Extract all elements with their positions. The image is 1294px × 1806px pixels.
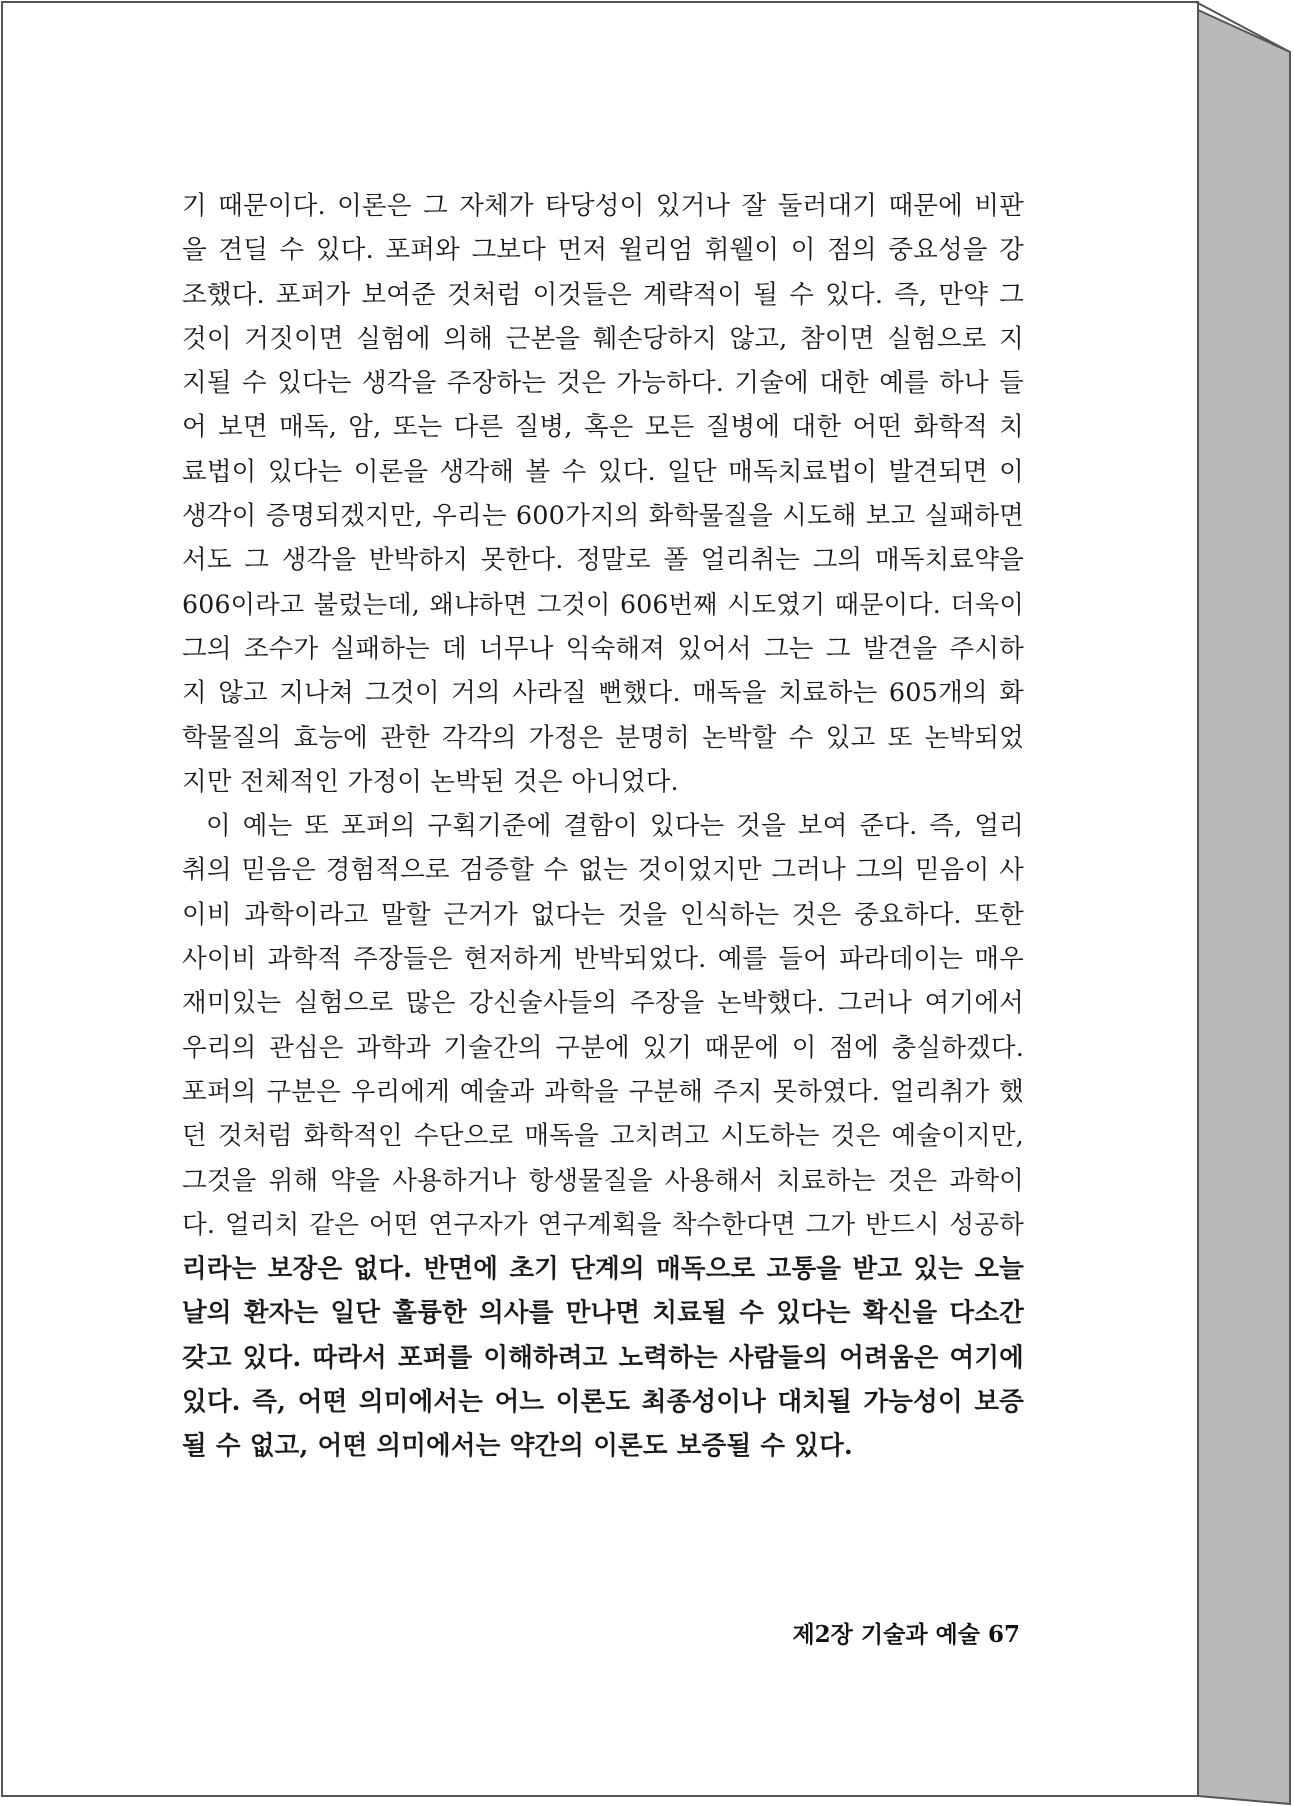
text-line: 지될 수 있다는 생각을 주장하는 것은 가능하다. 기술에 대한 예를 하나 들 — [182, 368, 1024, 399]
text-line: 이비 과학이라고 말할 근거가 없다는 것을 인식하는 것은 중요하다. 또한 — [182, 899, 1024, 930]
text-line: 학물질의 효능에 관한 각각의 가정은 분명히 논박할 수 있고 또 논박되었 — [182, 722, 1024, 753]
text-line: 재미있는 실험으로 많은 강신술사들의 주장을 논박했다. 그러나 여기에서 — [182, 988, 1024, 1019]
text-line: 포퍼의 구분은 우리에게 예술과 과학을 구분해 주지 못하였다. 얼리취가 했 — [182, 1076, 1024, 1107]
text-line: 날의 환자는 일단 훌륭한 의사를 만나면 치료될 수 있다는 확신을 다소간 — [182, 1298, 1024, 1329]
page-footer: 제2장 기술과 예술 67 — [792, 1621, 1020, 1648]
text-line: 리라는 보장은 없다. 반면에 초기 단계의 매독으로 고통을 받고 있는 오늘 — [182, 1254, 1024, 1285]
text-line: 있다. 즉, 어떤 의미에서는 어느 이론도 최종성이나 대치될 가능성이 보증 — [182, 1387, 1024, 1418]
text-line: 될 수 없고, 어떤 의미에서는 약간의 이론도 보증될 수 있다. — [182, 1431, 854, 1462]
text-line: 취의 믿음은 경험적으로 검증할 수 없는 것이었지만 그러나 그의 믿음이 사 — [182, 855, 1024, 886]
text-line: 서도 그 생각을 반박하지 못한다. 정말로 폴 얼리취는 그의 매독치료약을 — [182, 545, 1024, 576]
text-line: 이 예는 또 포퍼의 구획기준에 결함이 있다는 것을 보여 준다. 즉, 얼리 — [206, 811, 1024, 842]
text-line: 료법이 있다는 이론을 생각해 볼 수 있다. 일단 매독치료법이 발견되면 이 — [182, 456, 1024, 487]
text-line: 다. 얼리치 같은 어떤 연구자가 연구계획을 착수한다면 그가 반드시 성공하 — [182, 1209, 1024, 1240]
text-line: 던 것처럼 화학적인 수단으로 매독을 고치려고 시도하는 것은 예술이지만, — [182, 1121, 1024, 1152]
text-line: 그것을 위해 약을 사용하거나 항생물질을 사용해서 치료하는 것은 과학이 — [182, 1165, 1024, 1196]
text-line: 사이비 과학적 주장들은 현저하게 반박되었다. 예를 들어 파라데이는 매우 — [182, 944, 1024, 975]
text-line: 지 않고 지나쳐 그것이 거의 사라질 뻔했다. 매독을 치료하는 605개의 화 — [182, 678, 1024, 709]
text-line: 606이라고 불렀는데, 왜냐하면 그것이 606번째 시도였기 때문이다. 더욱이 — [182, 589, 1024, 619]
text-line: 지만 전체적인 가정이 논박된 것은 아니었다. — [182, 766, 679, 797]
text-line: 생각이 증명되겠지만, 우리는 600가지의 화학물질을 시도해 보고 실패하면 — [182, 501, 1024, 532]
text-line: 우리의 관심은 과학과 기술간의 구분에 있기 때문에 이 점에 충실하겠다. — [182, 1032, 1024, 1063]
body-text — [182, 184, 1024, 1469]
text-line: 기 때문이다. 이론은 그 자체가 타당성이 있거나 잘 둘러대기 때문에 비판 — [182, 191, 1024, 221]
text-line: 그의 조수가 실패하는 데 너무나 익숙해져 있어서 그는 그 발견을 주시하 — [182, 633, 1024, 664]
text-line: 어 보면 매독, 암, 또는 다른 질병, 혹은 모든 질병에 대한 어떤 화학적 치 — [182, 412, 1024, 443]
text-line: 것이 거짓이면 실험에 의해 근본을 훼손당하지 않고, 참이면 실험으로 지 — [182, 323, 1024, 354]
text-line: 갖고 있다. 따라서 포퍼를 이해하려고 노력하는 사람들의 어려움은 여기에 — [182, 1342, 1024, 1373]
text-line: 조했다. 포퍼가 보여준 것처럼 이것들은 계략적이 될 수 있다. 즉, 만약 그 — [182, 279, 1024, 310]
text-line: 을 견딜 수 있다. 포퍼와 그보다 먼저 윌리엄 휘웰이 이 점의 중요성을 강 — [182, 235, 1024, 266]
book-spine-edge — [1198, 10, 1290, 1804]
